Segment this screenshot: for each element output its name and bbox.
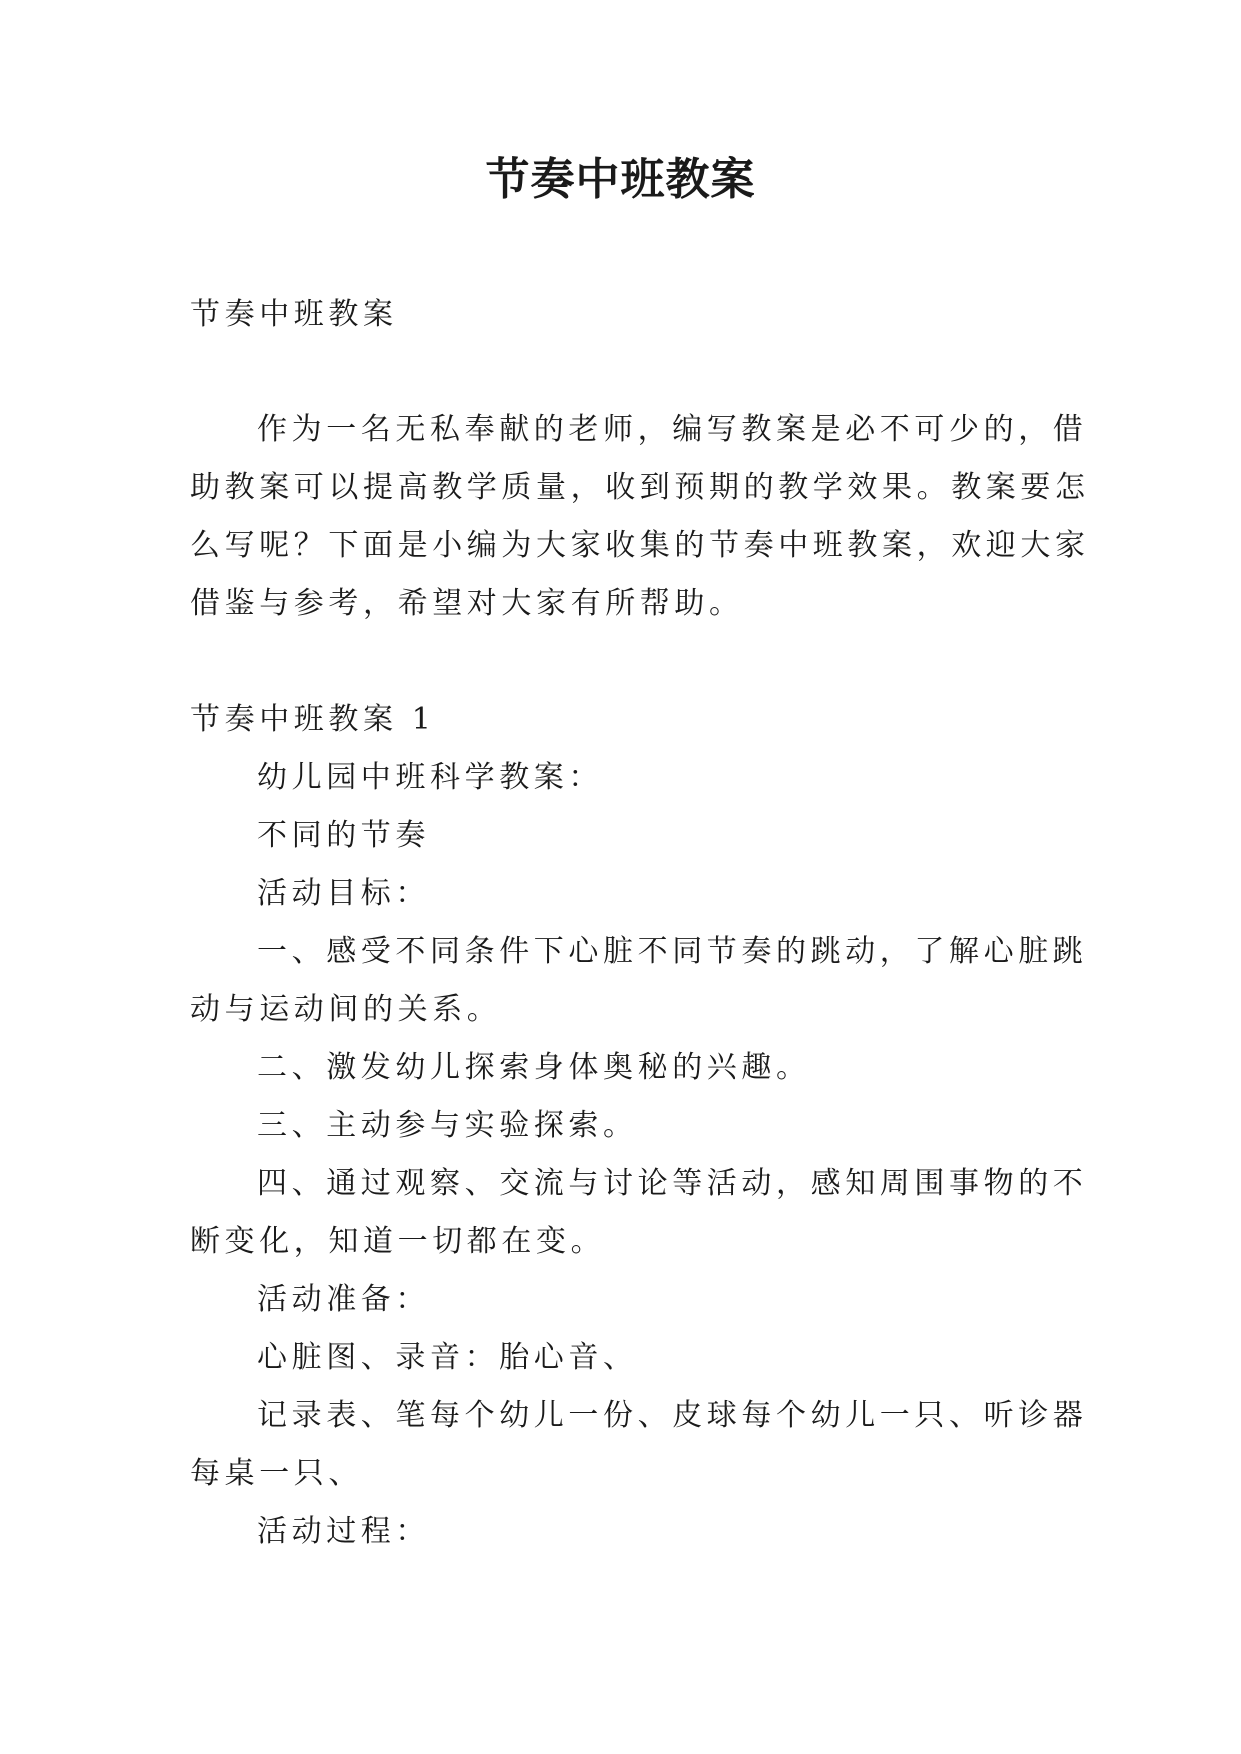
- body-line: 活动过程：: [257, 1514, 430, 1549]
- body-line: 不同的节奏: [257, 818, 430, 853]
- section-heading: 节奏中班教案 1: [190, 702, 436, 737]
- document-title: 节奏中班教案: [485, 154, 756, 205]
- body-line: 三、主动参与实验探索。: [257, 1108, 638, 1143]
- body-line: 幼儿园中班科学教案：: [257, 760, 603, 795]
- intro-line: 借鉴与参考，希望对大家有所帮助。: [190, 586, 744, 621]
- body-line: 记录表、笔每个幼儿一份、皮球每个幼儿一只、听诊器: [257, 1398, 1088, 1433]
- body-line: 四、通过观察、交流与讨论等活动，感知周围事物的不: [257, 1166, 1088, 1201]
- subtitle: 节奏中班教案: [190, 297, 398, 332]
- body-line: 心脏图、录音：胎心音、: [257, 1340, 638, 1375]
- body-line: 活动目标：: [257, 876, 430, 911]
- body-line: 活动准备：: [257, 1282, 430, 1317]
- body-line: 每桌一只、: [190, 1456, 363, 1491]
- intro-line: 作为一名无私奉献的老师，编写教案是必不可少的，借: [257, 412, 1088, 447]
- intro-line: 么写呢？下面是小编为大家收集的节奏中班教案，欢迎大家: [190, 528, 1090, 563]
- intro-line: 助教案可以提高教学质量，收到预期的教学效果。教案要怎: [190, 470, 1090, 505]
- body-line: 动与运动间的关系。: [190, 992, 502, 1027]
- body-line: 一、感受不同条件下心脏不同节奏的跳动，了解心脏跳: [257, 934, 1088, 969]
- body-line: 二、激发幼儿探索身体奥秘的兴趣。: [257, 1050, 811, 1085]
- body-line: 断变化，知道一切都在变。: [190, 1224, 606, 1259]
